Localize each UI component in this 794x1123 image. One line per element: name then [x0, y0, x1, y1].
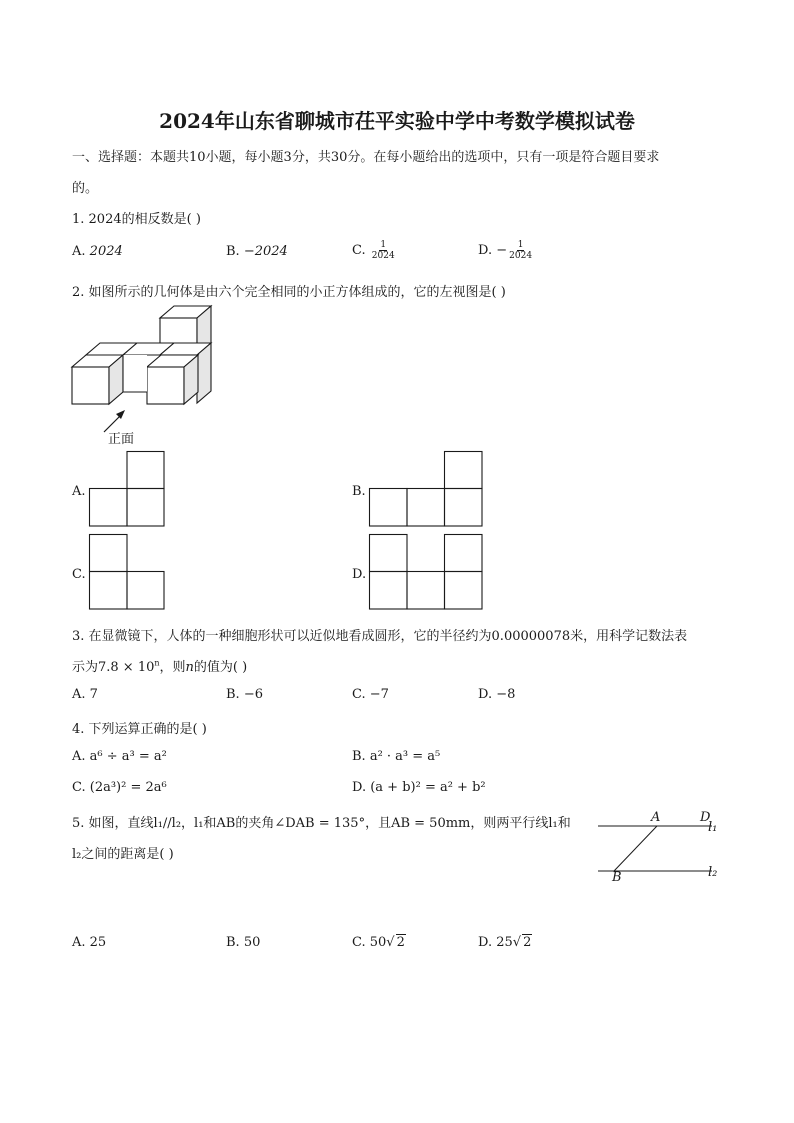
q2-stem: 2. 如图所示的几何体是由六个完全相同的小正方体组成的，它的左视图是( )	[72, 285, 506, 300]
q2-option-d-label[interactable]: D.	[352, 567, 367, 582]
q2-option-d-figure[interactable]	[369, 534, 483, 610]
q3-stem-line2: 示为$7.8 \times 10^n$，则n的值为( )	[72, 658, 248, 675]
fraction: $\frac{1}{2024}$	[371, 240, 395, 261]
q1-option-a[interactable]: A. 2024	[72, 244, 123, 259]
q2-option-b-figure[interactable]	[369, 451, 483, 527]
line-l2-label: l₂	[708, 865, 718, 880]
q2-option-b-label[interactable]: B.	[352, 484, 366, 499]
point-d-label: D	[700, 810, 711, 825]
q1-option-c[interactable]: C. $\frac{1}{2024}$	[352, 240, 395, 261]
q4-option-c[interactable]: C. (2a³)² = 2a⁶	[72, 780, 167, 795]
q5-stem-line2: l₂之间的距离是( )	[72, 847, 174, 862]
q3-option-d[interactable]: D. −8	[478, 687, 516, 702]
cubes-figure	[68, 300, 228, 450]
q4-option-b[interactable]: B. a² · a³ = a⁵	[352, 749, 441, 764]
point-b-label: B	[612, 870, 622, 885]
q1-option-d[interactable]: D. − $\frac{1}{2024}$	[478, 240, 533, 261]
q2-option-a-figure[interactable]	[89, 451, 165, 527]
q1-option-b[interactable]: B. −2024	[226, 244, 288, 259]
point-a-label: A	[651, 810, 661, 825]
q3-option-b[interactable]: B. −6	[226, 687, 263, 702]
q5-option-a[interactable]: A. 25	[72, 935, 107, 950]
fraction: $\frac{1}{2024}$	[509, 240, 533, 261]
q5-stem-line1: 5. 如图，直线l₁//l₂，l₁和AB的夹角∠DAB = 135°，且AB = 50mm，则两平行线l₁和	[72, 816, 571, 831]
q4-stem: 4. 下列运算正确的是( )	[72, 722, 207, 737]
q5-option-d[interactable]: D. 25√ 2	[478, 935, 532, 950]
q2-option-c-label[interactable]: C.	[72, 567, 86, 582]
front-label: 正面	[108, 432, 135, 447]
q2-option-a-label[interactable]: A.	[72, 484, 86, 499]
q5-option-b[interactable]: B. 50	[226, 935, 261, 950]
q5-option-c[interactable]: C. 50√ 2	[352, 935, 405, 950]
line-l1-label: l₁	[708, 820, 718, 835]
section-instructions-line2: 的。	[72, 181, 99, 196]
q3-option-a[interactable]: A. 7	[72, 687, 98, 702]
q3-stem-line1: 3. 在显微镜下，人体的一种细胞形状可以近似地看成圆形，它的半径约为0.00000078米，用科学记数法表	[72, 629, 688, 644]
q4-option-d[interactable]: D. (a + b)² = a² + b²	[352, 780, 486, 795]
q2-option-c-figure[interactable]	[89, 534, 165, 610]
page-title: 2024年山东省聊城市茌平实验中学中考数学模拟试卷	[159, 109, 635, 133]
q3-option-c[interactable]: C. −7	[352, 687, 389, 702]
q4-option-a[interactable]: A. a⁶ ÷ a³ = a²	[72, 749, 167, 764]
q1-stem: 1. 2024的相反数是( )	[72, 212, 201, 227]
section-instructions-line1: 一、选择题：本题共10小题，每小题3分，共30分。在每小题给出的选项中，只有一项是符合题目要求	[72, 150, 660, 165]
